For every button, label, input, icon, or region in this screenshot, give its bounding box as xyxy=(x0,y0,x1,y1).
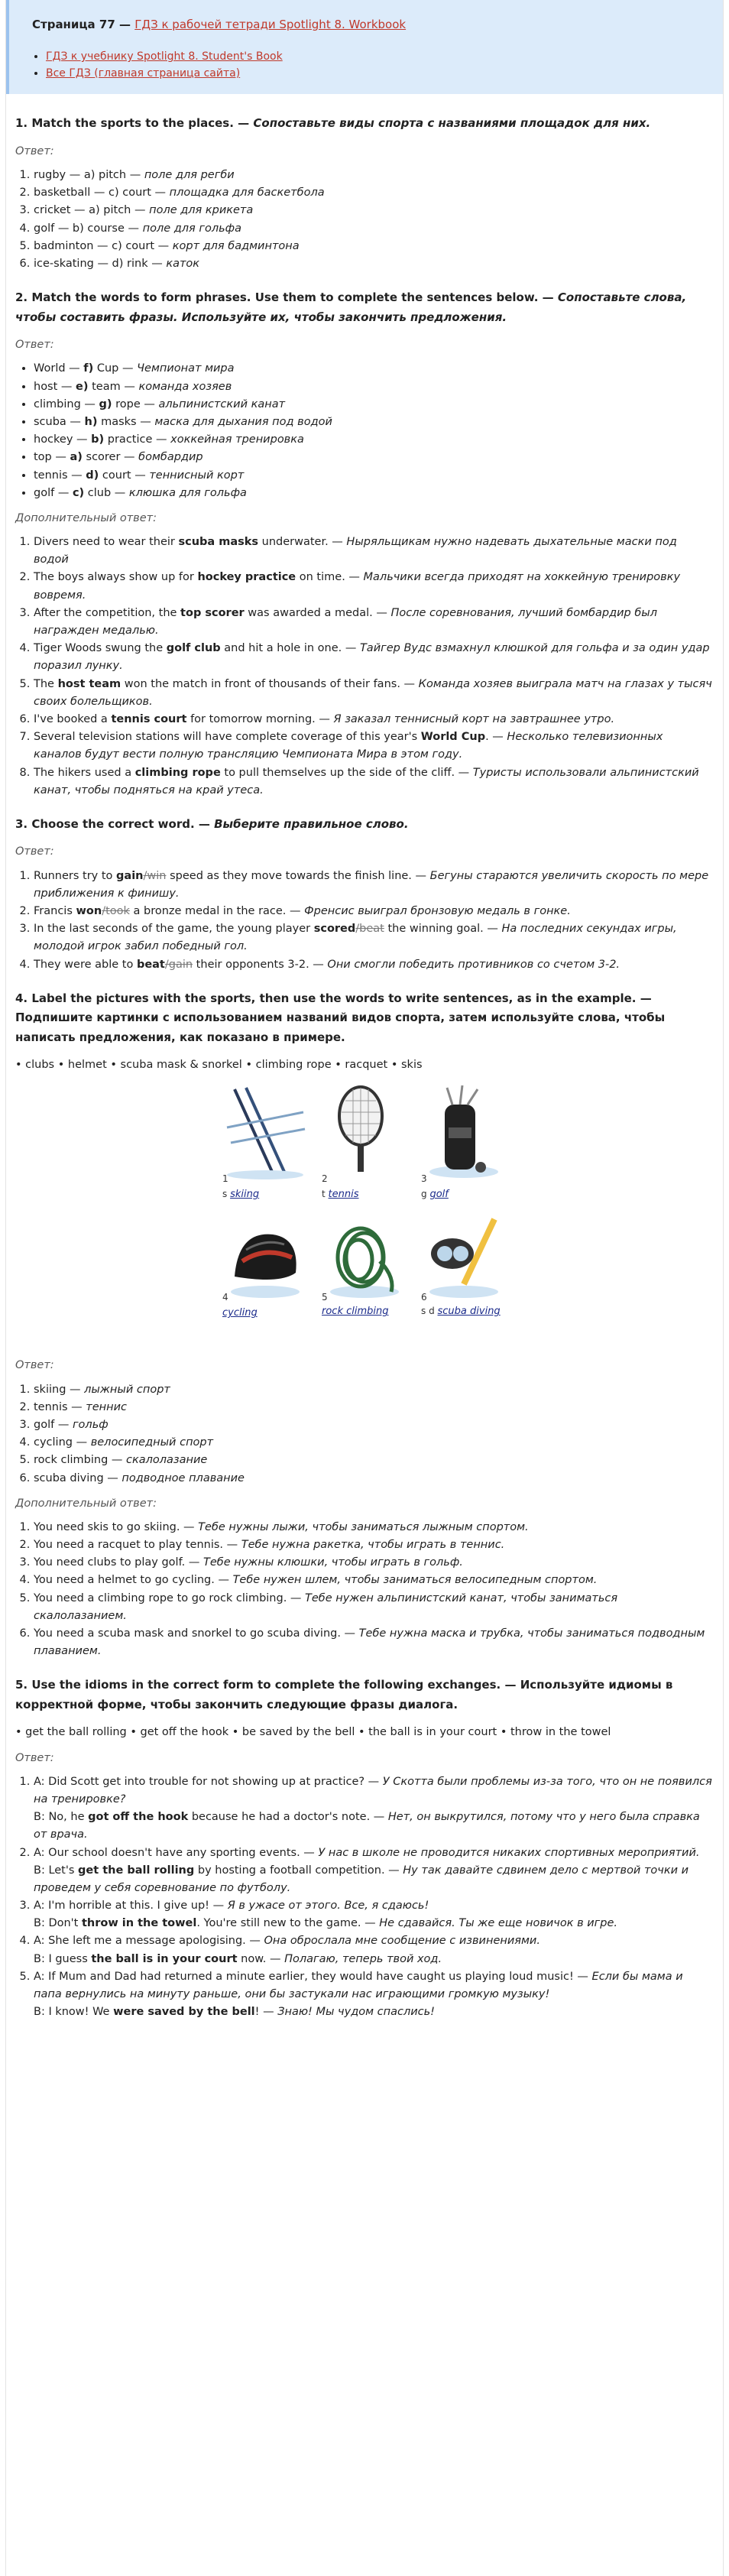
task-4-answers xyxy=(15,1381,714,1488)
list-item: 4. They were able to beat/gain their opponents 3-2. — Они смогли победить противников со счетом 3-2. xyxy=(34,956,714,974)
list-item: 2. The boys always show up for hockey practice on time. — Мальчики всегда приходят на хоккейную тренировку вовремя. xyxy=(34,569,714,604)
task-2-phrases xyxy=(15,360,714,502)
extra-answer-label: Дополнительный ответ: xyxy=(15,511,157,524)
home-link[interactable]: Все ГДЗ (главная страница сайта) xyxy=(46,67,241,79)
scuba-mask-icon xyxy=(418,1215,510,1307)
picture-3: 3 g golf xyxy=(418,1082,510,1204)
list-item: • tennis — d) court — теннисный корт xyxy=(34,467,714,485)
list-item: 5. rock climbing — скалолазание xyxy=(34,1452,714,1469)
list-item: • golf — c) club — клюшка для гольфа xyxy=(34,485,714,502)
list-item: 6. ice-skating — d) rink — каток xyxy=(34,255,714,273)
list-item: 3. In the last seconds of the game, the young player scored/beat the winning goal. — На последних секундах игры, молодой игрок забил победный гол. xyxy=(34,920,714,955)
content xyxy=(6,94,723,2036)
picture-5: 5 rock climbing xyxy=(319,1215,410,1338)
list-item: • scuba — h) masks — маска для дыхания под водой xyxy=(34,414,714,431)
task-3-title: 3. Choose the correct word. — Выберите правильное слово. xyxy=(15,816,409,831)
list-item: 2. tennis — теннис xyxy=(34,1399,714,1416)
picture-2: 2 t tennis xyxy=(319,1082,410,1204)
answer-label: Ответ: xyxy=(15,845,54,858)
list-item: 8. The hikers used a climbing rope to pull themselves up the side of the cliff. — Туристы использовали альпинистский канат, чтобы подняться на край утеса. xyxy=(34,764,714,800)
task-2-title: 2. Match the words to form phrases. Use them to complete the sentences below. — Сопоставьте слова, чтобы составить фразы. Используйте их, чтобы закончить предложения. xyxy=(15,290,687,324)
page-number: Страница 77 — xyxy=(32,18,135,31)
list-item: 4. A: She left me a message apologising. — Она оброслала мне сообщение с извинениями. B: I guess the ball is in your court now. — Полагаю, теперь твой ход. xyxy=(34,1932,714,1968)
list-item: 6. scuba diving — подводное плавание xyxy=(34,1470,714,1488)
list-item: 1. skiing — лыжный спорт xyxy=(34,1381,714,1399)
workbook-link[interactable]: ГДЗ к рабочей тетради Spotlight 8. Workbook xyxy=(134,18,407,31)
list-item: 4. Tiger Woods swung the golf club and hit a hole in one. — Тайгер Вудс взмахнул клюшкой для гольфа и за один удар поразил лунку. xyxy=(34,640,714,675)
list-item: 1. Divers need to wear their scuba masks underwater. — Ныряльщикам нужно надевать дыхательные маски под водой xyxy=(34,534,714,569)
list-item: 5. badminton — c) court — корт для бадминтона xyxy=(34,238,714,255)
list-item: 3. A: I'm horrible at this. I give up! — Я в ужасе от этого. Все, я сдаюсь! B: Don't throw in the towel. You're still new to the game. — Не сдавайся. Ты же еще новичок в игре. xyxy=(34,1897,714,1932)
task-4-title: 4. Label the pictures with the sports, then use the words to write sentences, as in the example. — Подпишите картинки с использованием названий видов спорта, затем используйте слова, чтобы написать предложения, как показано в примере. xyxy=(15,991,666,1044)
skis-icon xyxy=(219,1082,311,1181)
tennis-racquet-icon xyxy=(319,1082,410,1181)
task-2-sentences xyxy=(15,534,714,800)
list-item: 4. golf — b) course — поле для гольфа xyxy=(34,220,714,238)
task-3-answers xyxy=(15,868,714,974)
task-1-title: 1. Match the sports to the places. — Сопоставьте виды спорта с названиями площадок для них. xyxy=(15,116,651,131)
list-item: 5. The host team won the match in front of thousands of their fans. — Команда хозяев выиграла матч на глазах у тысяч своих болельщиков. xyxy=(34,676,714,711)
list-item: 7. Several television stations will have complete coverage of this year's World Cup. — Несколько телевизионных каналов будут вести полную трансляцию Чемпионата Мира в этом году. xyxy=(34,728,714,764)
task-5-answers xyxy=(15,1773,714,2022)
list-item: • World — f) Cup — Чемпионат мира xyxy=(34,360,714,378)
list-item: 1. rugby — a) pitch — поле для регби xyxy=(34,167,714,184)
list-item: 3. You need clubs to play golf. — Тебе нужны клюшки, чтобы играть в гольф. xyxy=(34,1554,714,1572)
task-4-sentences xyxy=(15,1519,714,1661)
list-item: • host — e) team — команда хозяев xyxy=(34,378,714,396)
list-item: 5. You need a climbing rope to go rock climbing. — Тебе нужен альпинистский канат, чтобы заниматься скалолазанием. xyxy=(34,1590,714,1625)
task-5-title: 5. Use the idioms in the correct form to complete the following exchanges. — Используйте идиомы в корректной форме, чтобы закончить следующие фразы диалога. xyxy=(15,1678,673,1711)
list-item: • top — a) scorer — бомбардир xyxy=(34,449,714,466)
golf-bag-icon xyxy=(418,1082,510,1181)
breadcrumb xyxy=(32,15,703,34)
list-item: 3. golf — гольф xyxy=(34,1416,714,1434)
list-item: • climbing — g) rope — альпинистский канат xyxy=(34,396,714,414)
task-1-answers xyxy=(15,167,714,273)
page xyxy=(5,0,724,2576)
idiom-bank: • get the ball rolling • get off the hook • be saved by the bell • the ball is in your court • throw in the towel xyxy=(15,1726,611,1739)
answer-label: Ответ: xyxy=(15,1751,54,1764)
list-item: 4. You need a helmet to go cycling. — Тебе нужен шлем, чтобы заниматься велосипедным спортом. xyxy=(34,1572,714,1589)
list-item: 1. A: Did Scott get into trouble for not showing up at practice? — У Скотта были проблемы из-за того, что он не появился на тренировке? B: No, he got off the hook because he had a doctor's note. — Нет, он выкрутился, потому что у него была справка от врача. xyxy=(34,1773,714,1844)
climbing-rope-icon xyxy=(319,1215,410,1307)
nav-box xyxy=(6,0,723,94)
list-item: 6. You need a scuba mask and snorkel to go scuba diving. — Тебе нужна маска и трубка, чтобы заниматься подводным плаванием. xyxy=(34,1625,714,1660)
list-item: • hockey — b) practice — хоккейная тренировка xyxy=(34,431,714,449)
helmet-icon xyxy=(219,1215,311,1307)
word-bank: • clubs • helmet • scuba mask & snorkel • climbing rope • racquet • skis xyxy=(15,1059,423,1072)
picture-6: 6 s d scuba diving xyxy=(418,1215,510,1338)
answer-label: Ответ: xyxy=(15,144,54,157)
list-item: 2. You need a racquet to play tennis. — Тебе нужна ракетка, чтобы играть в теннис. xyxy=(34,1536,714,1554)
students-book-link[interactable]: ГДЗ к учебнику Spotlight 8. Student's Book xyxy=(46,50,283,63)
nav-links xyxy=(32,49,703,82)
list-item: 1. Runners try to gain/win speed as they move towards the finish line. — Бегуны стараются увеличить скорость по мере приближения к финишу. xyxy=(34,868,714,903)
list-item: 5. A: If Mum and Dad had returned a minute earlier, they would have caught us playing loud music! — Если бы мама и папа вернулись на минуту раньше, они бы застукали нас играющими громкую музыку! B: I know! We were saved by the bell! — Знаю! Мы чудом спаслись! xyxy=(34,1968,714,2022)
list-item: 6. I've booked a tennis court for tomorrow morning. — Я заказал теннисный корт на завтрашнее утро. xyxy=(34,711,714,728)
list-item: 3. cricket — a) pitch — поле для крикета xyxy=(34,202,714,219)
list-item: 3. After the competition, the top scorer was awarded a medal. — После соревнования, лучший бомбардир был награжден медалью. xyxy=(34,605,714,640)
list-item: 2. Francis won/took a bronze medal in the race. — Френсис выиграл бронзовую медаль в гонке. xyxy=(34,903,714,920)
picture-4: 4 cycling xyxy=(219,1215,311,1338)
list-item: 1. You need skis to go skiing. — Тебе нужны лыжи, чтобы заниматься лыжным спортом. xyxy=(34,1519,714,1536)
extra-answer-label: Дополнительный ответ: xyxy=(15,1497,157,1510)
answer-label: Ответ: xyxy=(15,339,54,352)
list-item: 4. cycling — велосипедный спорт xyxy=(34,1434,714,1452)
picture-1: 1 s skiing xyxy=(219,1082,311,1204)
answer-label: Ответ: xyxy=(15,1359,54,1372)
list-item: 2. basketball — c) court — площадка для баскетбола xyxy=(34,184,714,202)
list-item: 2. A: Our school doesn't have any sporting events. — У нас в школе не проводится никаких спортивных мероприятий. B: Let's get the ball rolling by hosting a football competition. — Ну так давайте сдвинем дело с мертвой точки и проведем у себя соревнование по футболу. xyxy=(34,1844,714,1898)
sports-pictures xyxy=(219,1082,510,1342)
